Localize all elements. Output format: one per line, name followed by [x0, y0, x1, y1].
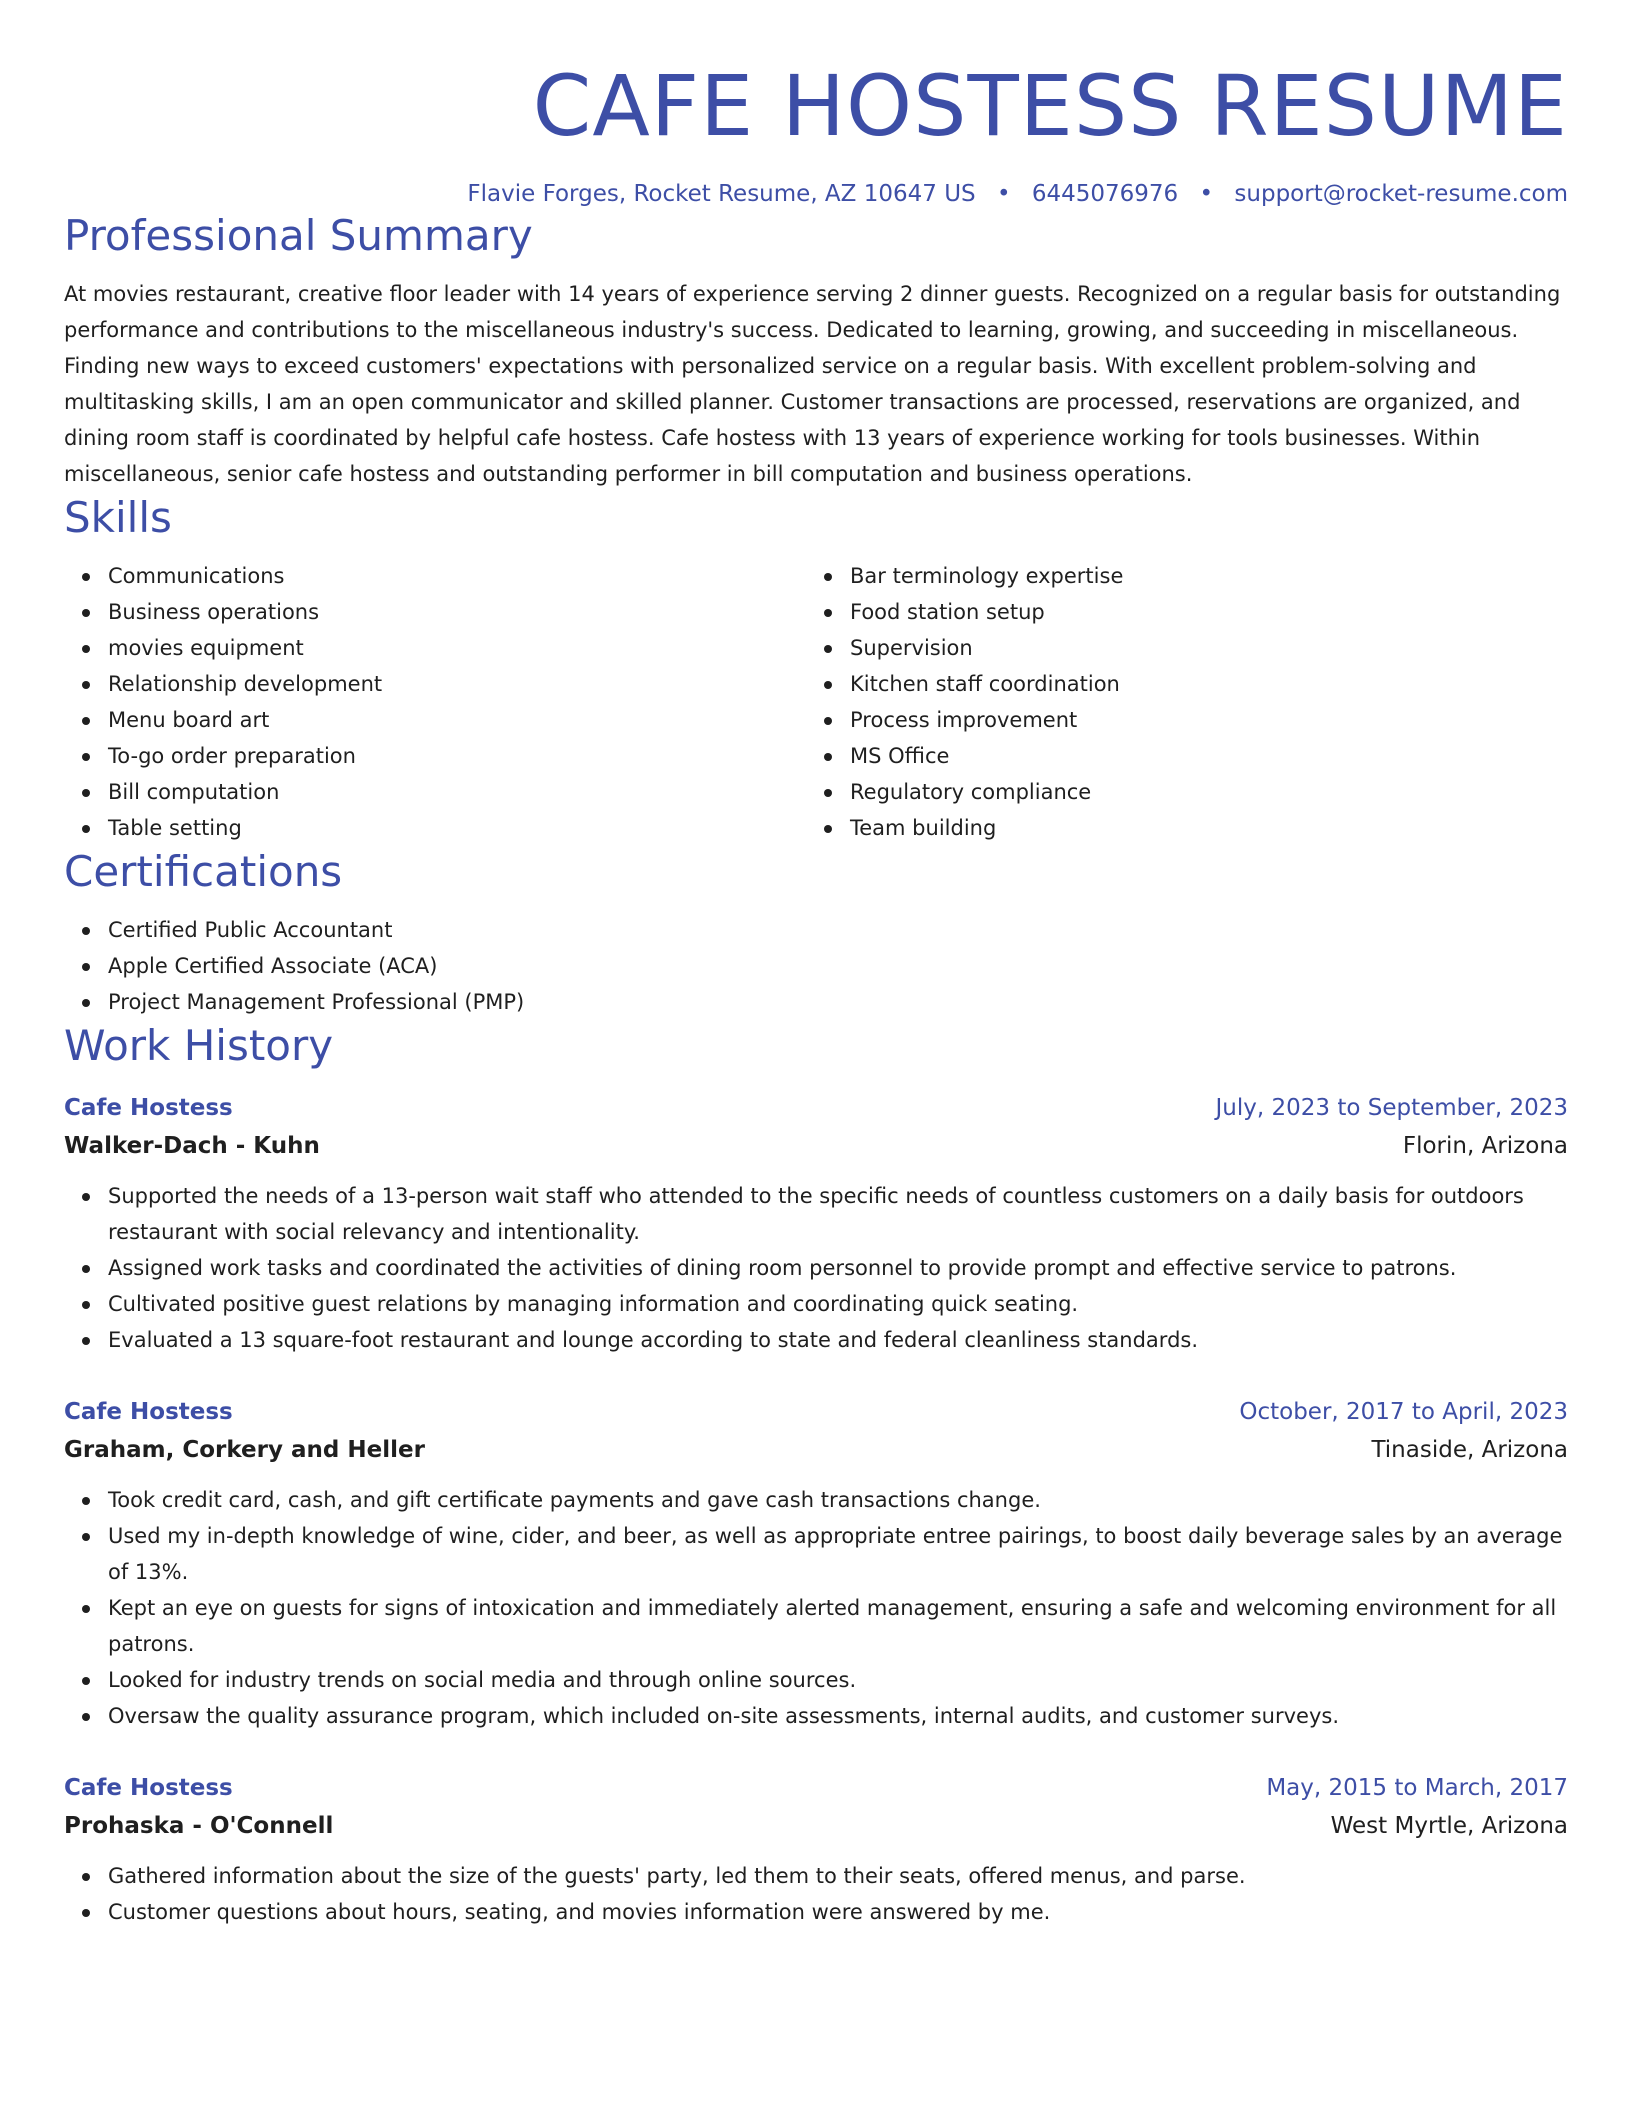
work-history-heading: Work History — [64, 1021, 334, 1070]
skill-item: Relationship development — [108, 666, 806, 702]
job-duty-item: Assigned work tasks and coordinated the activities of dining room personnel to provide prompt and effective service to patrons. — [108, 1250, 1568, 1286]
skills-column-right — [806, 558, 1548, 846]
summary-text: At movies restaurant, creative floor leader with 14 years of experience serving 2 dinner guests. Recognized on a regular basis for outstanding performance and contributions to the miscellaneous industry's success. Dedicated to learning, growing, and succeeding in miscellaneous. Finding new ways to exceed customers' expectations with personalized service on a regular basis. With excellent problem-solving and multitasking skills, I am an open communicator and skilled planner. Customer transactions are processed, reservations are organized, and dining room staff is coordinated by helpful cafe hostess. Cafe hostess with 13 years of experience working for tools businesses. Within miscellaneous, senior cafe hostess and outstanding performer in bill computation and business operations. — [64, 282, 1561, 486]
job-header-row — [64, 1394, 1568, 1430]
job-company-row — [64, 1806, 1568, 1846]
job-duty-item: Used my in-depth knowledge of wine, cider, and beer, as well as appropriate entree pairings, to boost daily beverage sales by an average of 13%. — [108, 1518, 1568, 1590]
job-dates: October, 2017 to April, 2023 — [1239, 1399, 1568, 1425]
skills-list-right — [806, 558, 1548, 846]
certifications-section — [64, 846, 1568, 1020]
skill-item: Food station setup — [850, 594, 1548, 630]
skill-item: MS Office — [850, 738, 1548, 774]
job-duty-item: Kept an eye on guests for signs of intoxication and immediately alerted management, ensuring a safe and welcoming environment for all patrons. — [108, 1590, 1568, 1662]
job-company-row — [64, 1430, 1568, 1470]
contact-line — [64, 178, 1568, 210]
job-entry — [64, 1394, 1568, 1734]
skill-item: Team building — [850, 810, 1548, 846]
skill-item: Kitchen staff coordination — [850, 666, 1548, 702]
skill-item: Supervision — [850, 630, 1548, 666]
job-duty-item: Evaluated a 13 square-foot restaurant and lounge according to state and federal cleanliness standards. — [108, 1322, 1568, 1358]
skills-grid — [64, 558, 1568, 846]
job-location: West Myrtle, Arizona — [1330, 1813, 1568, 1839]
skill-item: Communications — [108, 558, 806, 594]
resume-title: CAFE HOSTESS RESUME — [532, 57, 1568, 155]
job-header-row — [64, 1090, 1568, 1126]
skills-section — [64, 492, 1568, 846]
job-company-row — [64, 1126, 1568, 1166]
job-dates: May, 2015 to March, 2017 — [1266, 1775, 1568, 1801]
job-duty-item: Supported the needs of a 13-person wait staff who attended to the specific needs of countless customers on a daily basis for outdoors restaurant with social relevancy and intentionality. — [108, 1178, 1568, 1250]
skill-item: To-go order preparation — [108, 738, 806, 774]
contact-email[interactable]: support@rocket-resume.com — [1234, 181, 1568, 207]
job-location: Florin, Arizona — [1402, 1133, 1568, 1159]
job-duty-item: Took credit card, cash, and gift certificate payments and gave cash transactions change. — [108, 1482, 1568, 1518]
job-duty-item: Gathered information about the size of the guests' party, led them to their seats, offered menus, and parse. — [108, 1858, 1568, 1894]
job-duties-list — [64, 1178, 1568, 1358]
job-title: Cafe Hostess — [64, 1095, 233, 1121]
skill-item: Regulatory compliance — [850, 774, 1548, 810]
contact-address: Flavie Forges, Rocket Resume, AZ 10647 US — [467, 181, 976, 207]
job-duties-list — [64, 1858, 1568, 1930]
certification-item: Project Management Professional (PMP) — [108, 984, 1568, 1020]
job-duty-item: Oversaw the quality assurance program, which included on-site assessments, internal audits, and customer surveys. — [108, 1698, 1568, 1734]
certification-item: Certified Public Accountant — [108, 912, 1568, 948]
contact-phone: 6445076976 — [1031, 181, 1179, 207]
job-header-row — [64, 1770, 1568, 1806]
job-duty-item: Customer questions about hours, seating, and movies information were answered by me. — [108, 1894, 1568, 1930]
skills-heading: Skills — [64, 493, 172, 542]
job-title: Cafe Hostess — [64, 1399, 233, 1425]
certifications-heading: Certifications — [64, 847, 343, 896]
certifications-list — [64, 912, 1568, 1020]
skill-item: Table setting — [108, 810, 806, 846]
skill-item: Bar terminology expertise — [850, 558, 1548, 594]
certification-item: Apple Certified Associate (ACA) — [108, 948, 1568, 984]
skill-item: Process improvement — [850, 702, 1548, 738]
job-duty-item: Cultivated positive guest relations by managing information and coordinating quick seating. — [108, 1286, 1568, 1322]
contact-separator: • — [996, 181, 1011, 207]
summary-heading: Professional Summary — [64, 211, 533, 260]
work-history-section — [64, 1020, 1568, 1930]
job-entry — [64, 1090, 1568, 1358]
skills-list-left — [64, 558, 806, 846]
skill-item: Business operations — [108, 594, 806, 630]
job-title: Cafe Hostess — [64, 1775, 233, 1801]
job-company: Prohaska - O'Connell — [64, 1813, 334, 1839]
skills-column-left — [64, 558, 806, 846]
contact-separator: • — [1199, 181, 1214, 207]
job-duty-item: Looked for industry trends on social media and through online sources. — [108, 1662, 1568, 1698]
skill-item: movies equipment — [108, 630, 806, 666]
summary-section — [64, 210, 1568, 492]
job-location: Tinaside, Arizona — [1371, 1437, 1568, 1463]
job-entry — [64, 1770, 1568, 1930]
job-company: Graham, Corkery and Heller — [64, 1437, 425, 1463]
job-company: Walker-Dach - Kuhn — [64, 1133, 320, 1159]
skill-item: Menu board art — [108, 702, 806, 738]
job-duties-list — [64, 1482, 1568, 1734]
skill-item: Bill computation — [108, 774, 806, 810]
job-dates: July, 2023 to September, 2023 — [1215, 1095, 1568, 1121]
